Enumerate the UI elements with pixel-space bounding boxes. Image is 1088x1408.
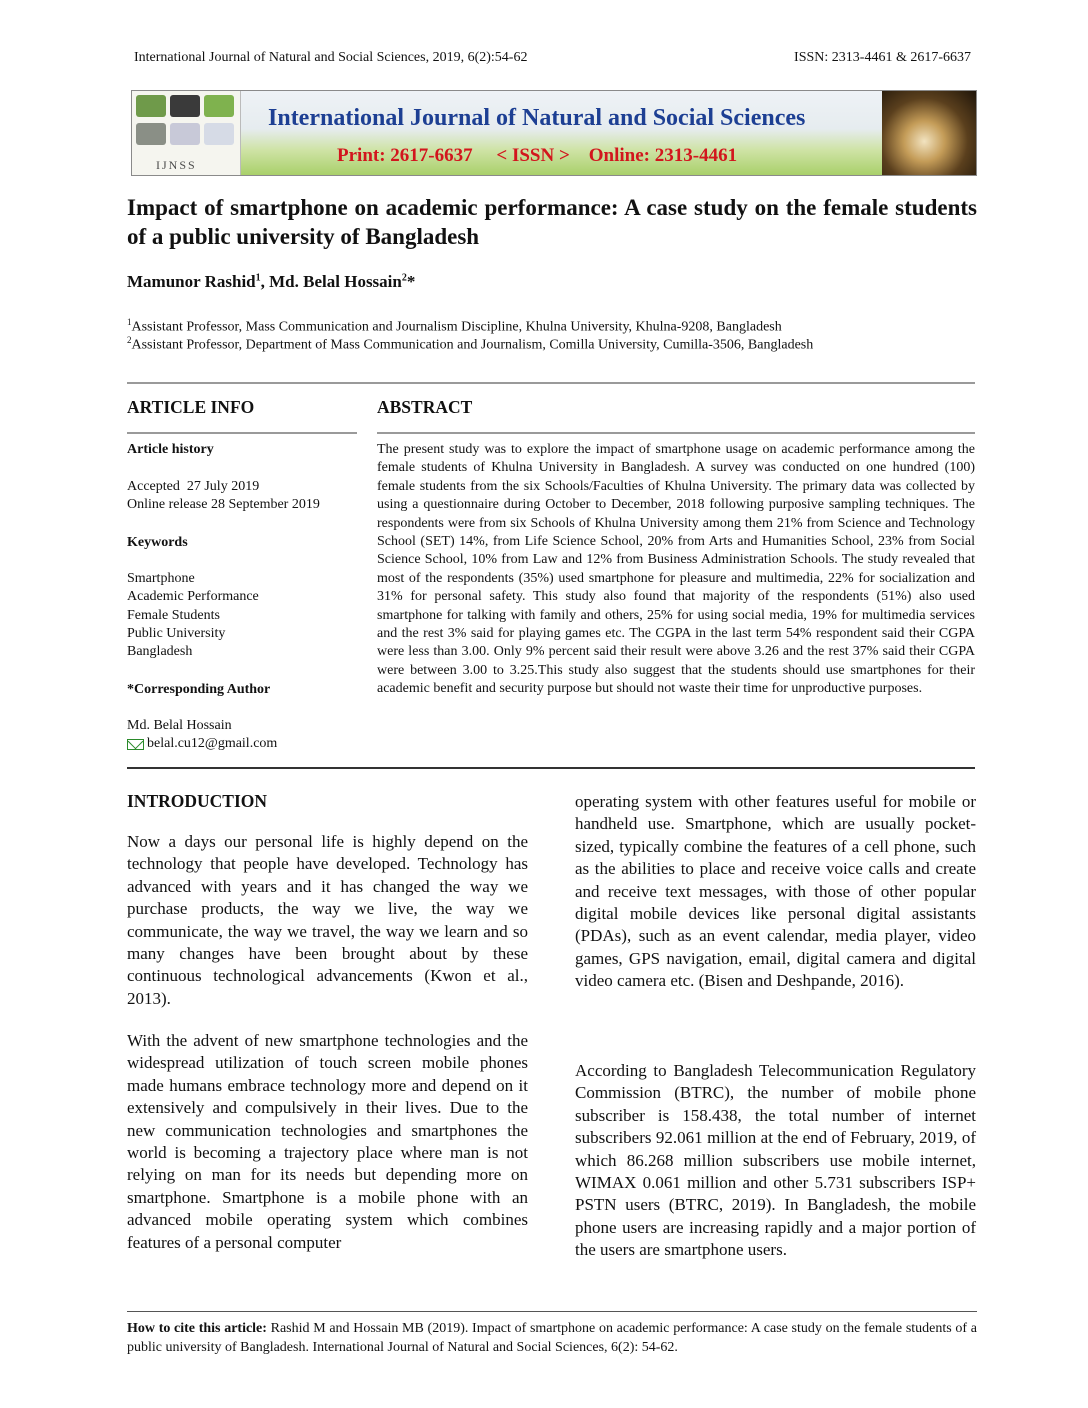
affiliation-1-text: Assistant Professor, Mass Communication and Journalism Discipline, Khulna University, Khulna-9208, Bangladesh	[131, 319, 782, 335]
lab-thumbnail	[204, 123, 234, 145]
running-header-left: International Journal of Natural and Social Sciences, 2019, 6(2):54-62	[134, 50, 528, 65]
article-history-label: Article history	[127, 442, 214, 457]
banner-collage-image	[132, 91, 241, 175]
body-paragraph: With the advent of new smartphone technologies and the widespread utilization of touch screen mobile phones made humans embrace technology more and depend on it extensively and compulsively in their lives. Due to the new communication technologies and smartphones the world is becoming a trajectory place where man is not relying on man for its needs but depending more on smartphone. Smartphone is a mobile phone with an advanced mobile operating system which combines features of a personal computer	[127, 1031, 528, 1252]
accepted-date: Accepted 27 July 2019	[127, 479, 260, 494]
divider	[127, 432, 357, 434]
online-release-date: Online release 28 September 2019	[127, 497, 320, 512]
running-header-right: ISSN: 2313-4461 & 2617-6637	[794, 50, 971, 65]
fish-thumbnail	[136, 123, 166, 145]
keyword: Academic Performance	[127, 589, 259, 605]
banner-title: International Journal of Natural and Social Sciences	[268, 105, 806, 131]
body-paragraph: Now a days our personal life is highly depend on the technology that people have developed. Technology has advanced with years and it has changed the way we purchase products, the way we live, the way we communicate, the way we travel, the way we learn and so many changes have been brought about by these continuous technological advancements (Kwon et al., 2013).	[127, 832, 528, 1008]
citation-text: Rashid M and Hossain MB (2019). Impact of smartphone on academic performance: A case study on the female students of a public university of Bangladesh. International Journal of Natural and Social Sciences, 6(2): 54-62.	[127, 1321, 977, 1355]
graph-thumbnail	[170, 123, 200, 145]
body-paragraph: operating system with other features useful for mobile or handheld use. Smartphone, which are usually pocket-sized, typically combine the features of a cell phone, such as the abilities to place and receive voice calls and create and receive text messages, with those of other popular digital mobile devices like personal digital assistants (PDAs), such as an event calendar, media player, video games, GPS navigation, email, digital camera and digital video camera etc. (Bisen and Deshpande, 2016).	[575, 792, 976, 991]
affiliation-2	[127, 335, 813, 354]
citation-footer	[127, 1320, 977, 1357]
author-list	[127, 272, 415, 292]
corresponding-author-name: Md. Belal Hossain	[127, 718, 232, 733]
author-2-affiliation-marker: 2	[401, 272, 407, 284]
affiliation-2-marker: 2	[127, 335, 132, 345]
keywords-label: Keywords	[127, 535, 188, 550]
article-title: Impact of smartphone on academic performance: A case study on the female students of a public university of Bangladesh	[127, 195, 977, 249]
envelope-icon	[127, 739, 144, 750]
affiliation-1	[127, 317, 782, 336]
body-paragraph: According to Bangladesh Telecommunication Regulatory Commission (BTRC), the number of mobile phone subscriber is 158.438, the total number of internet subscribers 92.061 million at the end of February, 2019, of which 86.268 million subscribers use mobile internet, WIMAX 0.061 million and other 5.731 subscribers ISP+ PSTN users (BTRC, 2019). In Bangladesh, the mobile phone users are increasing rapidly and a major portion of the users are smartphone users.	[575, 1061, 976, 1260]
affiliation-1-marker: 1	[127, 317, 132, 327]
abstract-heading: ABSTRACT	[377, 397, 473, 417]
animal-thumbnail	[170, 95, 200, 117]
divider	[377, 432, 975, 434]
corresponding-marker: *	[406, 272, 416, 291]
email-address-link[interactable]: belal.cu12@gmail.com	[147, 736, 278, 751]
keyword: Female Students	[127, 607, 220, 623]
keyword-list	[127, 570, 367, 661]
abstract-text: The present study was to explore the impact of smartphone usage on academic performance among the female students of Khulna University in Bangladesh. A survey was conducted on one hundred (100) female students from the six Schools/Faculties of Khulna University. The primary data was collected by using a questionnaire during October to December, 2018 following purposive sampling techniques. The respondents were from six Schools of Khulna University among them 21% from Science and Technology School (SET) 14%, from Life Science School, 20% from Arts and Humanities School, 23% from Social Science School, 10% from Law and 12% from Business Administration Schools. The study revealed that most of the respondents (35%) used smartphone for pleasure and multimedia, 22% for socialization and 31% for personal safety. This study also found that majority of the respondents (51%) also used smartphone for talking with family and others, 25% for using social media, 19% for multimedia services and the rest 3% said for playing games etc. The CGPA in the last term 54% respondent said their CGPA were less than 3.00. Only 9% percent said their result were above 3.26 and the rest 37% said their CGPA were between 3.00 to 3.25.This study also suggest that the students should use smartphones for their academic benefit and security purpose but should not waste their time for unproductive purposes.	[377, 442, 975, 697]
divider	[127, 1311, 977, 1312]
divider	[127, 767, 975, 769]
keyword: Smartphone	[127, 571, 195, 586]
banner-issn: Print: 2617-6637 < ISSN > Online: 2313-4461	[337, 145, 738, 166]
divider	[127, 382, 975, 384]
keyword: Public University	[127, 625, 226, 641]
banner-mark: IJNSS	[156, 158, 197, 172]
author-2: Md. Belal Hossain	[269, 272, 402, 291]
keyword: Bangladesh	[127, 644, 193, 660]
plant-thumbnail	[136, 95, 166, 117]
introduction-heading: INTRODUCTION	[127, 791, 268, 811]
corresponding-author-email[interactable]	[127, 735, 367, 753]
banner-specimen-image	[882, 91, 976, 175]
corresponding-author-label: *Corresponding Author	[127, 682, 271, 697]
citation-label: How to cite this article:	[127, 1321, 267, 1336]
journal-banner	[131, 90, 977, 176]
leaf-thumbnail	[204, 95, 234, 117]
author-1: Mamunor Rashid	[127, 272, 256, 291]
author-1-affiliation-marker: 1	[255, 272, 261, 284]
author-separator: ,	[260, 272, 270, 291]
affiliation-2-text: Assistant Professor, Department of Mass Communication and Journalism, Comilla University, Cumilla-3506, Bangladesh	[131, 337, 814, 353]
article-info-heading: ARTICLE INFO	[127, 397, 255, 417]
